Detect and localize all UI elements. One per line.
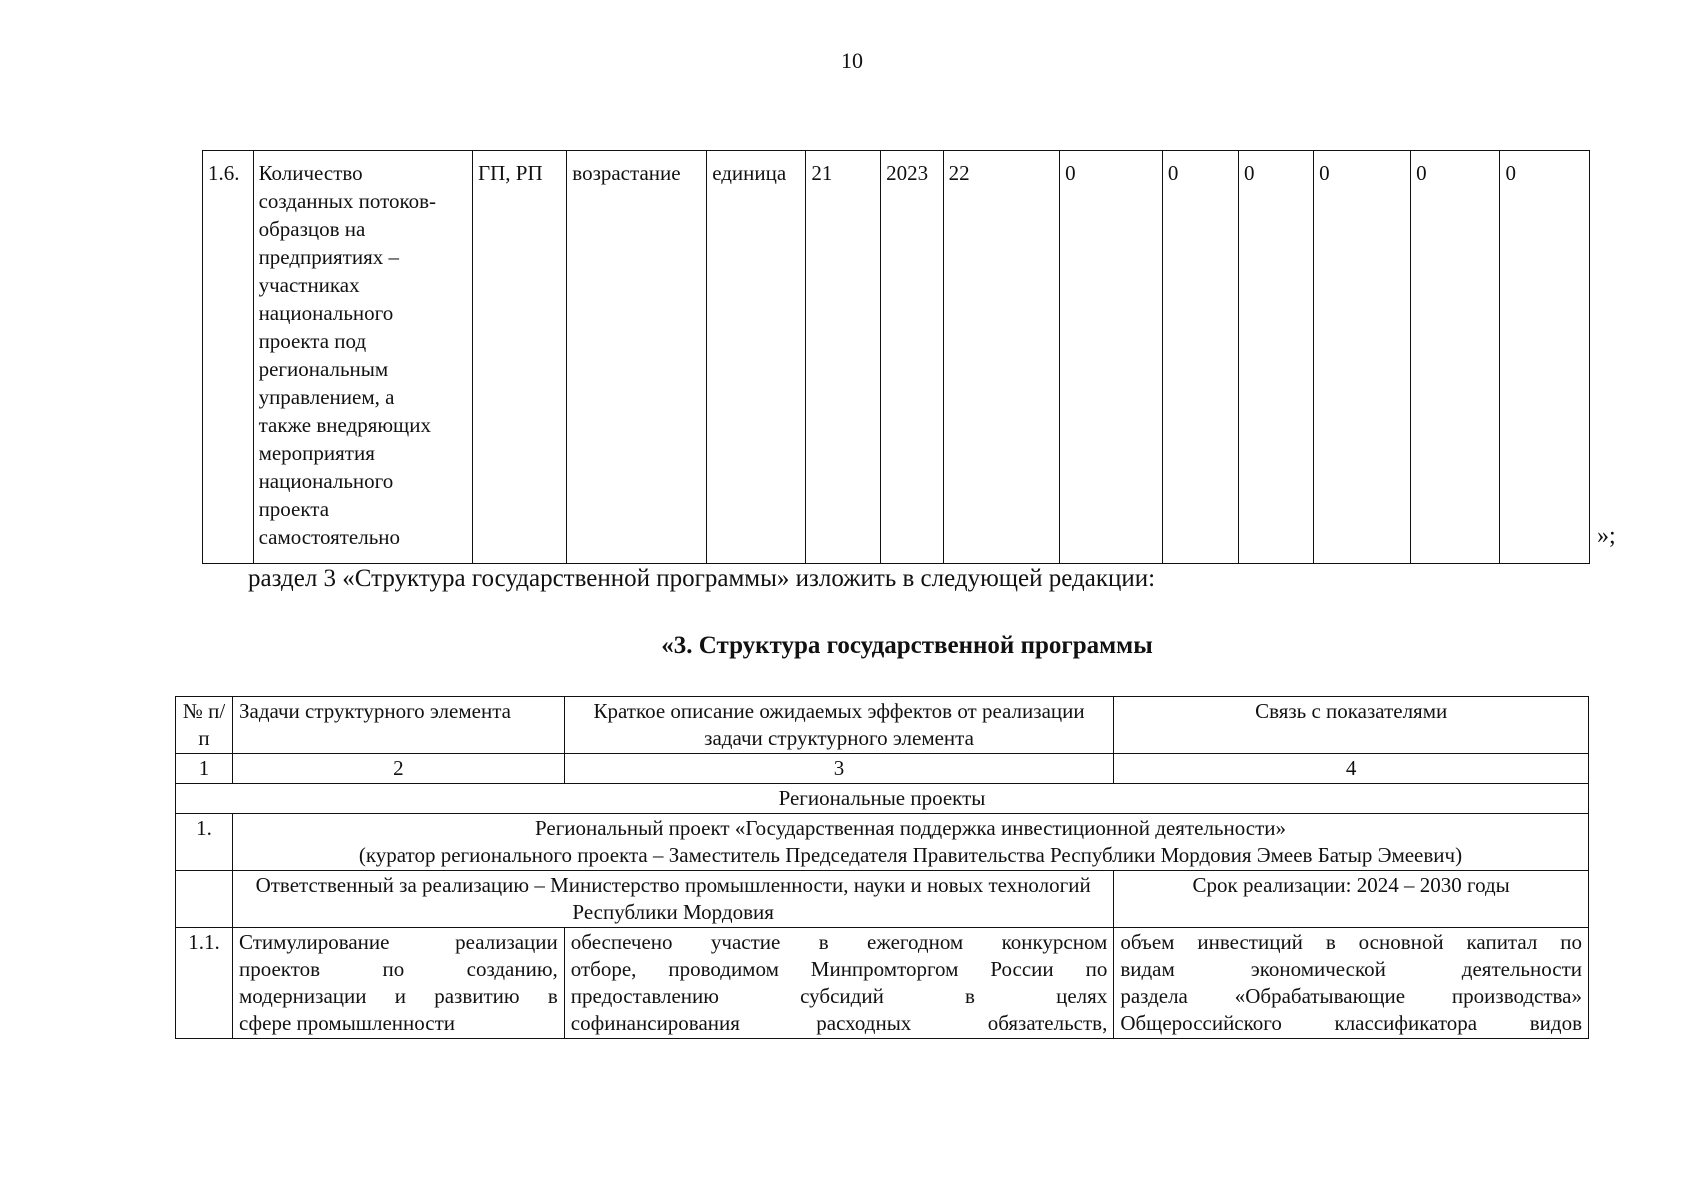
indicator-table	[202, 150, 1590, 564]
indicator-level: ГП, РП	[473, 151, 567, 564]
group-row	[176, 784, 1589, 814]
row-number: 1.6.	[203, 151, 254, 564]
value-cell: 0	[1500, 151, 1590, 564]
indicator-unit: единица	[707, 151, 806, 564]
page-number: 10	[841, 48, 863, 73]
value-cell: 0	[1060, 151, 1163, 564]
header-number: 2	[232, 754, 564, 784]
header-links: Связь с показателями	[1114, 697, 1589, 754]
indicator-trend: возрастание	[567, 151, 707, 564]
header-num: № п/п	[176, 697, 233, 754]
responsible: Ответственный за реализацию – Министерство промышленности, науки и новых технологий Республики Мордовия	[232, 871, 1113, 928]
value-cell: 22	[943, 151, 1060, 564]
project-curator: (куратор регионального проекта – Заместитель Председателя Правительства Республики Мордовия Эмеев Батыр Эмеевич)	[358, 843, 1463, 867]
header-number: 4	[1114, 754, 1589, 784]
task-indicator-link: объем инвестиций в основной капитал по видам экономической деятельности раздела «Обрабатывающие производства» Общероссийского классификатора видов	[1114, 928, 1589, 1039]
header-tasks: Задачи структурного элемента	[232, 697, 564, 754]
task-number: 1.1.	[176, 928, 233, 1039]
base-year: 2023	[881, 151, 943, 564]
table-row	[203, 151, 1590, 564]
table-header-row	[176, 697, 1589, 754]
header-effects: Краткое описание ожидаемых эффектов от реализации задачи структурного элемента	[564, 697, 1114, 754]
table-row	[176, 928, 1589, 1039]
section-instruction: раздел 3 «Структура государственной программы» изложить в следующей редакции:	[248, 565, 1156, 592]
project-number: 1.	[176, 814, 233, 871]
value-cell: 0	[1314, 151, 1411, 564]
structure-table	[175, 696, 1589, 1039]
indicator-name: Количество созданных потоков- образцов на предприятиях – участниках национального проекта под региональным управлением, а также внедряющих мероприятия национального проекта самостоятельно	[253, 151, 472, 564]
base-value: 21	[806, 151, 881, 564]
project-row	[176, 814, 1589, 871]
responsible-row	[176, 871, 1589, 928]
group-title: Региональные проекты	[176, 784, 1589, 814]
empty-cell	[176, 871, 233, 928]
project-title-cell	[232, 814, 1588, 871]
value-cell: 0	[1411, 151, 1500, 564]
task-description: Стимулирование реализации проектов по созданию, модернизации и развитию в сфере промышленности	[232, 928, 564, 1039]
value-cell: 0	[1238, 151, 1313, 564]
project-title: Региональный проект «Государственная поддержка инвестиционной деятельности»	[534, 816, 1287, 840]
header-number: 3	[564, 754, 1114, 784]
term: Срок реализации: 2024 – 2030 годы	[1114, 871, 1589, 928]
closing-quote: »;	[1597, 523, 1616, 549]
value-cell: 0	[1162, 151, 1238, 564]
header-numbers-row	[176, 754, 1589, 784]
section-title: «3. Структура государственной программы	[661, 632, 1153, 659]
task-effect: обеспечено участие в ежегодном конкурсном отборе, проводимом Минпромторгом России по предоставлению субсидий в целях софинансирования расходных обязательств,	[564, 928, 1114, 1039]
header-number: 1	[176, 754, 233, 784]
